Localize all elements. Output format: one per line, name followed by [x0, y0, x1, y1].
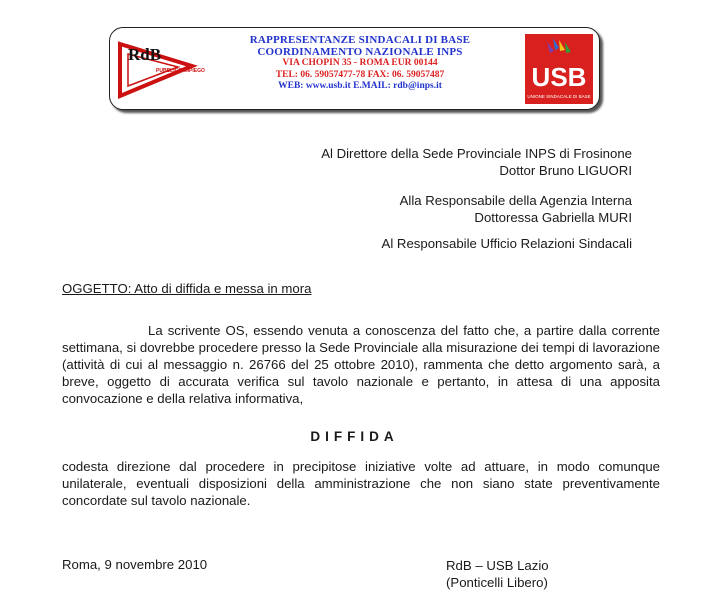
rdb-logo-text: RdB: [128, 45, 162, 64]
letterhead-text: [210, 35, 510, 93]
org-phone-fax: TEL: 06. 59057477-78 FAX: 06. 59057487: [275, 69, 445, 80]
svg-text:UNIONE SINDACALE DI BASE: UNIONE SINDACALE DI BASE: [527, 94, 591, 99]
usb-logo: [525, 34, 593, 104]
org-web-email: WEB: www.usb.it E.MAIL: rdb@inps.it: [278, 81, 442, 91]
body-paragraph-1: La scrivente OS, essendo venuta a conoscenza del fatto che, a partire dalla corrente settimana, si dovrebbe procedere presso la Sede Provinciale alla misurazione dei tempi di lavorazione (attività di cui al messaggio n. 26766 del 25 ottobre 2010), rammenta che detto argomento sarà, a breve, oggetto di accurata verifica sul tavolo nazionale e pertanto, in attesa di una apposita convocazione e della relativa informativa,: [62, 323, 660, 406]
body-paragraph-2: codesta direzione dal procedere in precipitose iniziative volte ad attuare, in modo comunque unilaterale, eventuali disposizioni della amministrazione che non siano state preventivamente concordate sul tavolo nazionale.: [62, 459, 660, 508]
place-date: Roma, 9 novembre 2010: [62, 557, 208, 572]
svg-text:PUBBLICO IMPIEGO: PUBBLICO IMPIEGO: [156, 68, 205, 74]
svg-text:USB: USB: [531, 62, 587, 92]
letterhead: [109, 27, 600, 110]
signature-name: (Ponticelli Libero): [446, 575, 548, 590]
org-name: RAPPRESENTANZE SINDACALI DI BASE: [249, 34, 471, 46]
subject-line: OGGETTO: Atto di diffida e messa in mora: [62, 281, 312, 296]
org-subtitle: COORDINAMENTO NAZIONALE INPS: [257, 45, 463, 58]
signature-block: [446, 557, 549, 591]
section-heading: DIFFIDA: [310, 429, 399, 444]
signature-org: RdB – USB Lazio: [446, 558, 549, 573]
org-address: VIA CHOPIN 35 - ROMA EUR 00144: [282, 58, 438, 68]
recipient-2: Alla Responsabile della Agenzia Interna Dottoressa Gabriella MURI: [399, 193, 632, 225]
rdb-logo: [116, 36, 205, 102]
recipient-1: Al Direttore della Sede Provinciale INPS di Frosinone Dottor Bruno LIGUORI: [321, 146, 632, 178]
recipient-3: Al Responsabile Ufficio Relazioni Sindacali: [381, 236, 632, 251]
